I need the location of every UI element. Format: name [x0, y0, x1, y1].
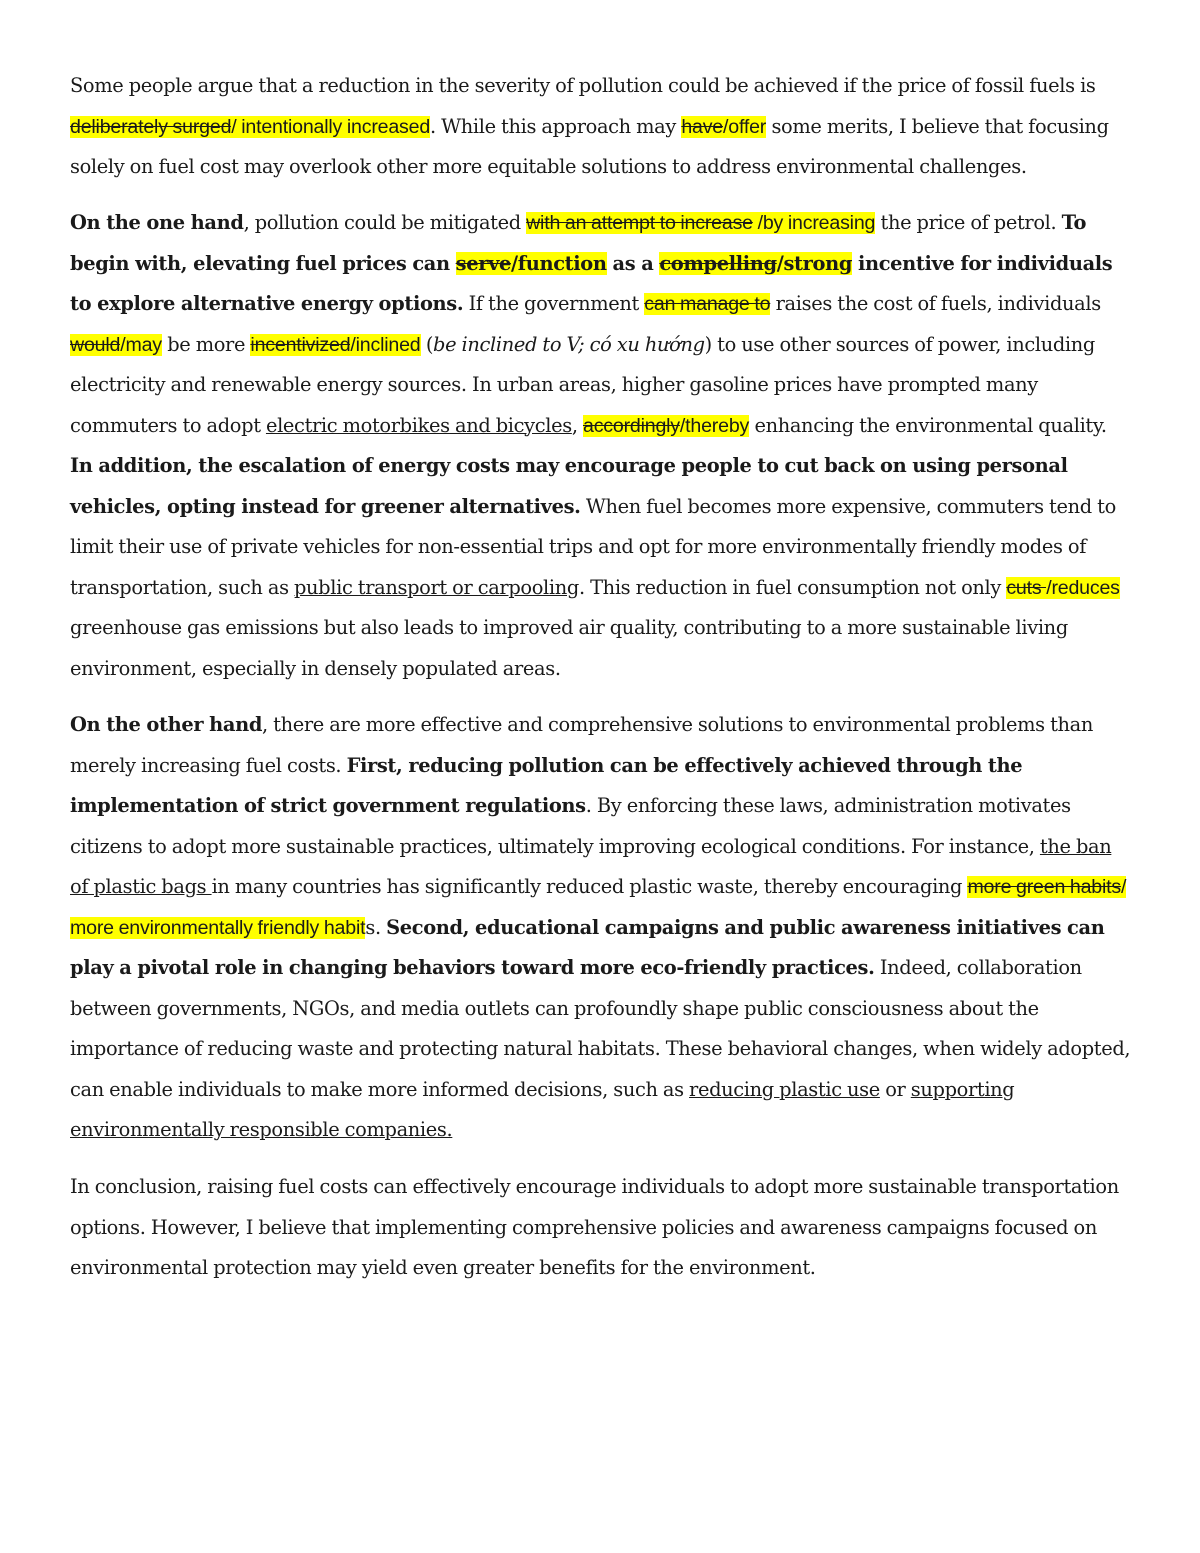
underlined-example: public transport or carpooling — [293, 575, 579, 599]
inserted-text: /inclined — [350, 333, 421, 356]
text-run: If the government — [463, 292, 645, 315]
deleted-text: accordingly — [583, 414, 680, 437]
text-run: enhancing the environmental quality. — [749, 413, 1107, 437]
bold-phrase: On the one hand — [70, 211, 244, 234]
text-run: some merits, I believe that focusing solely on fuel cost may overlook other more equitable solutions to address environmental challenges. — [70, 114, 1109, 178]
deleted-text: more green habits — [967, 876, 1121, 898]
text-run: In conclusion, raising fuel costs can effectively encourage individuals to adopt more sustainable transportation options. However, I believe that implementing comprehensive policies and awareness campaigns focused on environmental protection may yield even greater benefits for the environment. — [70, 1175, 1119, 1279]
inserted-text: /thereby — [679, 414, 750, 437]
topic-sentence: To begin with, elevating fuel prices can — [70, 211, 1087, 275]
topic-sentence: In addition, the escalation of energy costs may encourage people to cut back on using personal vehicles, opting instead for greener alternatives. — [70, 454, 1068, 518]
inserted-text: /strong — [776, 251, 853, 275]
text-run: . By enforcing these laws, administration motivates citizens to adopt more sustainable practices, ultimately improving ecological conditions. For instance, — [70, 794, 1071, 858]
topic-sentence: incentive for individuals to explore alternative energy options. — [70, 251, 1113, 315]
underlined-example: the ban of plastic bags — [70, 834, 1112, 898]
deleted-text: serve — [455, 251, 511, 275]
text-run: in many countries has significantly reduced plastic waste, thereby encouraging — [211, 875, 968, 898]
deleted-text: would — [70, 333, 121, 356]
inserted-text: /function — [510, 251, 607, 275]
inserted-text: /may — [120, 333, 162, 356]
italic-note: be inclined to V; có xu hướng — [433, 332, 705, 356]
text-run: , there are more effective and comprehensive solutions to environmental problems than merely increasing fuel costs. — [70, 713, 1093, 777]
text-run: . While this approach may — [430, 114, 682, 138]
text-run: When fuel becomes more expensive, commuters tend to limit their use of private vehicles for non-essential trips and opt for more environmentally friendly modes of transportation, such as — [70, 494, 1116, 599]
inserted-text: / intentionally increased — [231, 115, 431, 138]
text-run: Some people argue that a reduction in the severity of pollution could be achieved if the price of fossil fuels is — [70, 74, 1096, 97]
intro-paragraph — [70, 66, 1132, 188]
conclusion-paragraph — [70, 1167, 1132, 1289]
text-run: or — [879, 1077, 911, 1101]
text-run: be more — [161, 332, 251, 356]
text-run: raises the cost of fuels, individuals — [770, 292, 1101, 315]
bold-phrase: On the other hand — [70, 713, 263, 736]
deleted-text: with an attempt to increase — [526, 212, 753, 234]
underlined-example: electric motorbikes and bicycles — [265, 413, 572, 437]
deleted-text: compelling — [659, 251, 777, 275]
text-run: Indeed, collaboration between governments, NGOs, and media outlets can profoundly shape public consciousness about the importance of reducing waste and protecting natural habitats. These behavioral changes, when widely adopted, can enable individuals to make more informed decisions, such as — [70, 956, 1131, 1101]
inserted-text: /offer — [723, 115, 767, 138]
inserted-text: / more environmentally friendly habit — [70, 876, 1127, 939]
body-paragraph-two — [70, 705, 1132, 1151]
text-run: greenhouse gas emissions but also leads to improved air quality, contributing to a more sustainable living environment, especially in densely populated areas. — [70, 616, 1068, 680]
topic-sentence: First, reducing pollution can be effectively achieved through the implementation of strict government regulations — [70, 753, 1023, 817]
text-run: the price of petrol. — [875, 211, 1062, 234]
deleted-text: incentivized — [250, 333, 351, 356]
inserted-text: /by increasing — [752, 212, 876, 234]
underlined-example: supporting environmentally responsible companies. — [70, 1077, 1015, 1141]
deleted-text: cuts — [1006, 576, 1047, 599]
body-paragraph-one — [70, 203, 1132, 689]
topic-sentence: Second, educational campaigns and public awareness initiatives can play a pivotal role in changing behaviors toward more eco-friendly practices. — [70, 915, 1105, 979]
text-run: ) to use other sources of power, including electricity and renewable energy sources. In urban areas, higher gasoline prices have prompted many commuters to adopt — [70, 332, 1095, 437]
text-run: ( — [420, 332, 434, 356]
deleted-text: deliberately surged — [70, 115, 232, 138]
text-run: , pollution could be mitigated — [243, 211, 527, 234]
underlined-example: reducing plastic use — [689, 1077, 880, 1101]
deleted-text: have — [681, 115, 724, 138]
text-run: s. — [365, 915, 387, 939]
text-run: . This reduction in fuel consumption not only — [578, 575, 1007, 599]
topic-sentence: as a — [606, 251, 660, 275]
inserted-text: /reduces — [1046, 576, 1120, 599]
text-run: , — [571, 413, 583, 437]
deleted-text: can manage to — [644, 293, 771, 315]
